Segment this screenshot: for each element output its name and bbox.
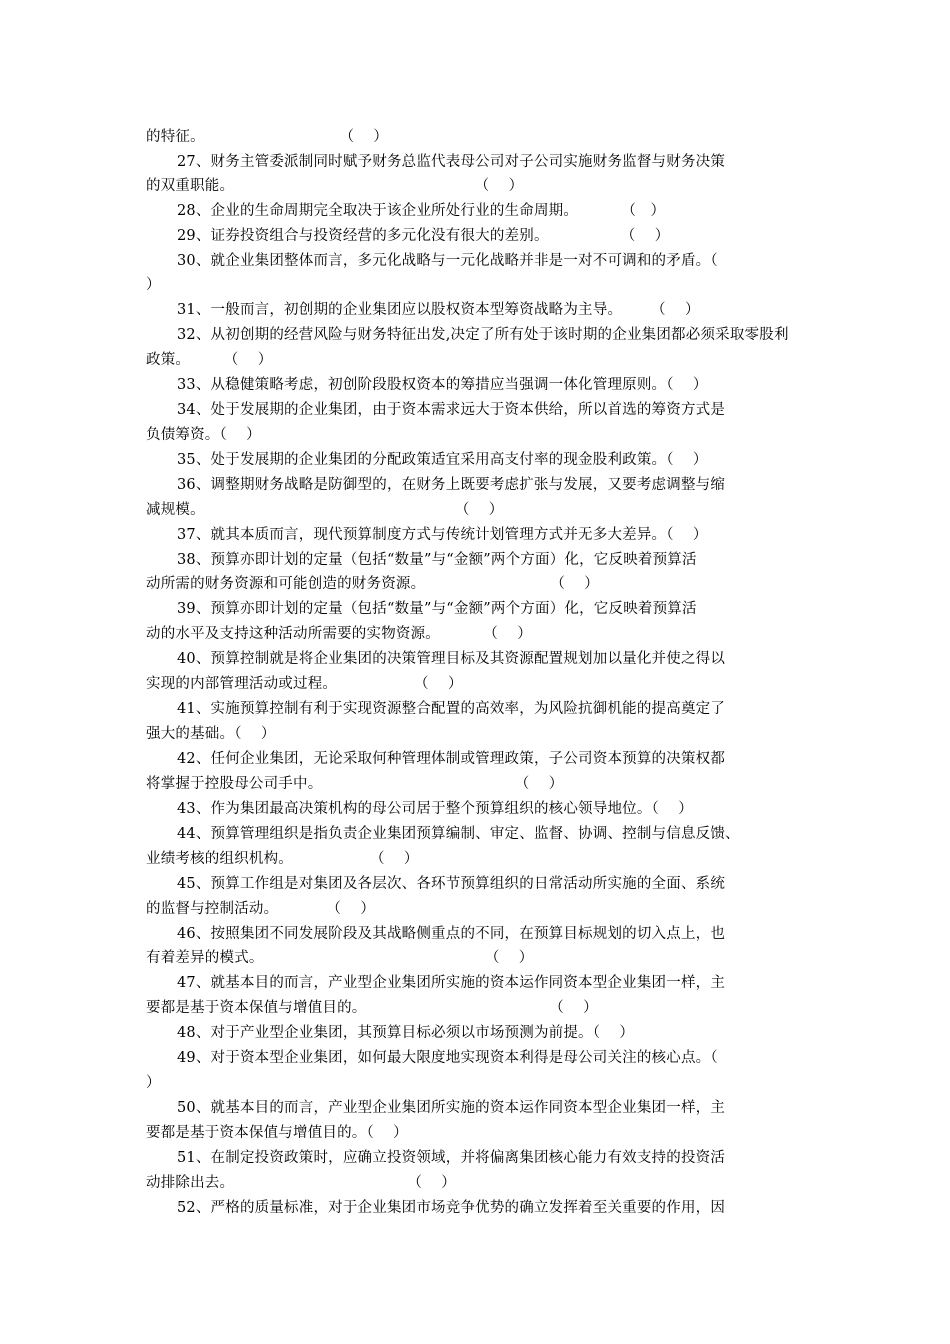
question-49-line-1: 49、对于资本型企业集团，如何最大限度地实现资本利得是母公司关注的核心点。（: [177, 1050, 718, 1066]
question-44-line-2: 业绩考核的组织机构。 （ ）: [146, 851, 419, 867]
question-41-line-2: 强大的基础。（ ）: [146, 726, 276, 742]
question-27-line-2: 的双重职能。 （ ）: [146, 178, 524, 194]
question-39-line-1: 39、预算亦即计划的定量（包括“数量”与“金额”两个方面）化，它反映着预算活: [177, 601, 697, 617]
question-34-line-1: 34、处于发展期的企业集团，由于资本需求远大于资本供给，所以首选的筹资方式是: [177, 402, 726, 418]
question-35: 35、处于发展期的企业集团的分配政策适宜采用高支付率的现金股利政策。（ ）: [177, 452, 708, 468]
question-46-line-1: 46、按照集团不同发展阶段及其战略侧重点的不同，在预算目标规划的切入点上，也: [177, 926, 726, 942]
question-44-line-1: 44、预算管理组织是指负责企业集团预算编制、审定、监督、协调、控制与信息反馈、: [177, 826, 740, 842]
question-46-line-2: 有着差异的模式。 （ ）: [146, 950, 534, 966]
question-45-line-2: 的监督与控制活动。 （ ）: [146, 901, 376, 917]
question-32-line-1: 32、从初创期的经营风险与财务特征出发,决定了所有处于该时期的企业集团都必须采取零股利: [177, 327, 789, 343]
question-40-line-1: 40、预算控制就是将企业集团的决策管理目标及其资源配置规划加以量化并使之得以: [177, 651, 726, 667]
question-33: 33、从稳健策略考虑，初创阶段股权资本的筹措应当强调一体化管理原则。（ ）: [177, 377, 708, 393]
question-43: 43、作为集团最高决策机构的母公司居于整个预算组织的核心领导地位。（ ）: [177, 801, 693, 817]
question-28: 28、企业的生命周期完全取决于该企业所处行业的生命周期。 （ ）: [177, 203, 666, 219]
text-line-1: 的特征。 （ ）: [146, 129, 389, 145]
question-41-line-1: 41、实施预算控制有利于实现资源整合配置的高效率，为风险抗御机能的提高奠定了: [177, 701, 726, 717]
question-36-line-1: 36、调整期财务战略是防御型的，在财务上既要考虑扩张与发展，又要考虑调整与缩: [177, 477, 726, 493]
question-37: 37、就其本质而言，现代预算制度方式与传统计划管理方式并无多大差异。（ ）: [177, 527, 708, 543]
question-29: 29、证券投资组合与投资经营的多元化没有很大的差别。 （ ）: [177, 228, 670, 244]
question-39-line-2: 动的水平及支持这种活动所需要的实物资源。 （ ）: [146, 626, 532, 642]
question-51-line-2: 动排除出去。 （ ）: [146, 1175, 456, 1191]
question-51-line-1: 51、在制定投资政策时，应确立投资领域，并将偏离集团核心能力有效支持的投资活: [177, 1150, 726, 1166]
question-31: 31、一般而言，初创期的企业集团应以股权资本型筹资战略为主导。 （ ）: [177, 302, 700, 318]
question-40-line-2: 实现的内部管理活动或过程。 （ ）: [146, 676, 463, 692]
question-45-line-1: 45、预算工作组是对集团及各层次、各环节预算组织的日常活动所实施的全面、系统: [177, 876, 726, 892]
question-30-line-1: 30、就企业集团整体而言，多元化战略与一元化战略并非是一对不可调和的矛盾。（: [177, 253, 718, 269]
question-50-line-2: 要都是基于资本保值与增值目的。（ ）: [146, 1125, 408, 1141]
question-48: 48、对于产业型企业集团，其预算目标必须以市场预测为前提。（ ）: [177, 1025, 635, 1041]
question-30-line-2: ）: [146, 277, 161, 293]
question-36-line-2: 减规模。 （ ）: [146, 502, 504, 518]
question-49-line-2: ）: [146, 1075, 161, 1091]
question-38-line-1: 38、预算亦即计划的定量（包括“数量”与“金额”两个方面）化，它反映着预算活: [177, 552, 697, 568]
question-42-line-1: 42、任何企业集团，无论采取何种管理体制或管理政策，子公司资本预算的决策权都: [177, 751, 726, 767]
question-47-line-1: 47、就基本目的而言，产业型企业集团所实施的资本运作同资本型企业集团一样，主: [177, 975, 726, 991]
question-34-line-2: 负债筹资。（ ）: [146, 427, 261, 443]
question-50-line-1: 50、就基本目的而言，产业型企业集团所实施的资本运作同资本型企业集团一样，主: [177, 1100, 726, 1116]
question-38-line-2: 动所需的财务资源和可能创造的财务资源。 （ ）: [146, 576, 599, 592]
question-32-line-2: 政策。 （ ）: [146, 352, 273, 368]
question-47-line-2: 要都是基于资本保值与增值目的。 （ ）: [146, 1000, 598, 1016]
question-42-line-2: 将掌握于控股母公司手中。 （ ）: [146, 776, 564, 792]
question-52-line-1: 52、严格的质量标准，对于企业集团市场竞争优势的确立发挥着至关重要的作用，因: [177, 1200, 726, 1216]
question-27-line-1: 27、财务主管委派制同时赋予财务总监代表母公司对子公司实施财务监督与财务决策: [177, 154, 726, 170]
